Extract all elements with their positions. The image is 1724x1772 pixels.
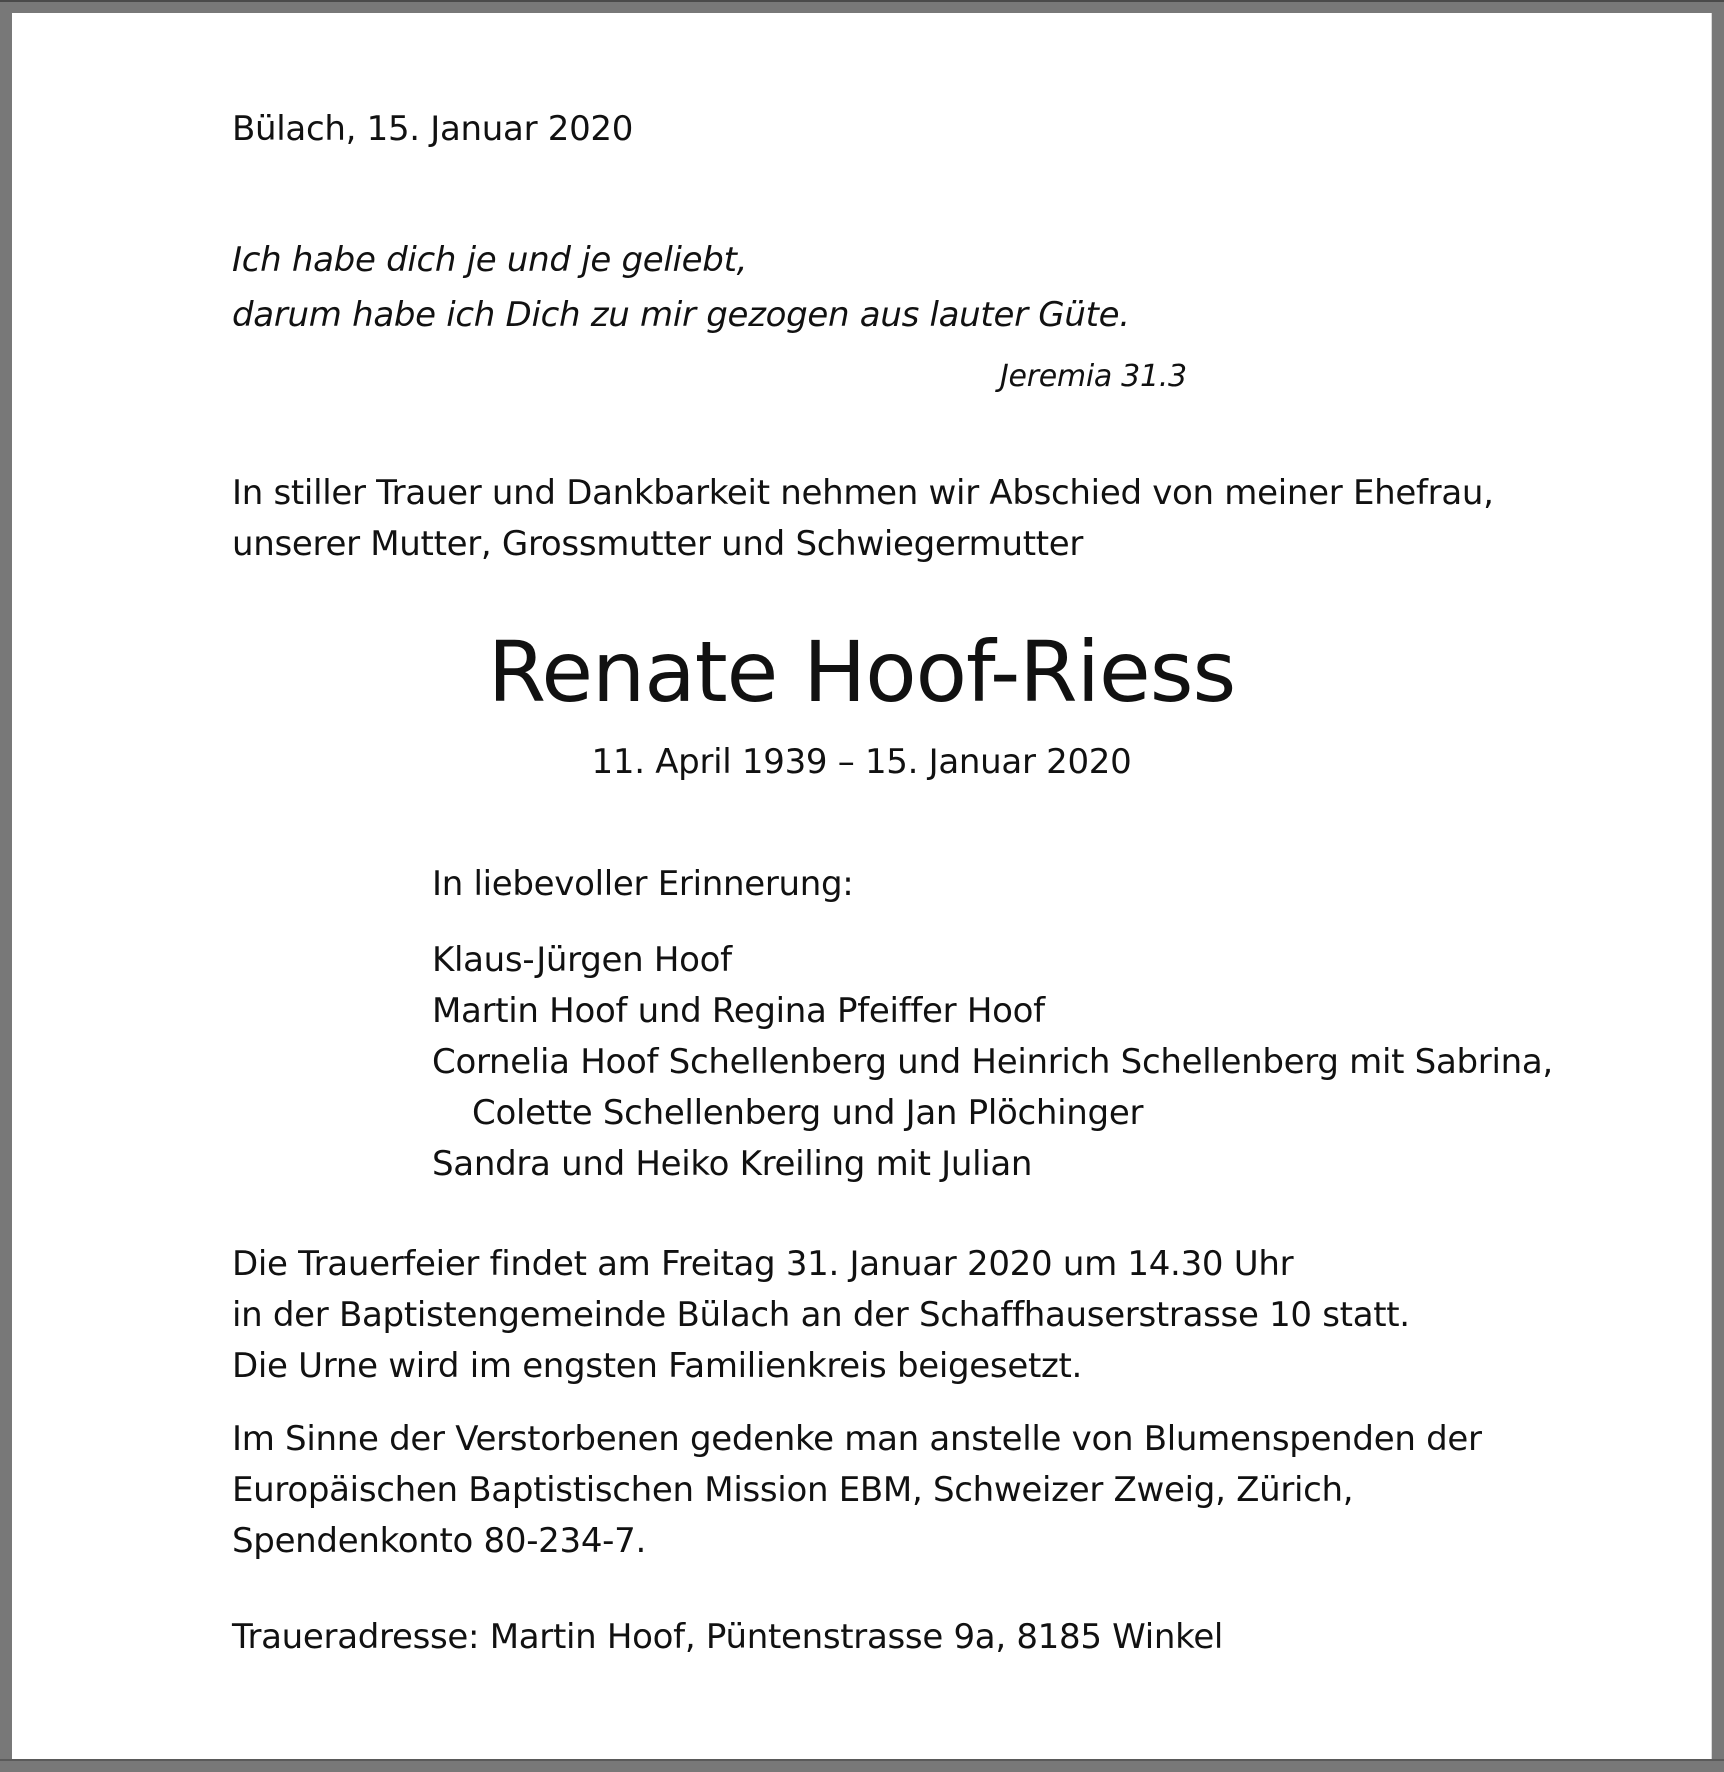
donation-line: Spendenkonto 80-234-7. [232,1521,646,1561]
mourners-list [432,935,1553,1190]
mourner-line: Klaus-Jürgen Hoof [432,940,732,980]
deceased-name: Renate Hoof-Riess [487,623,1236,721]
deceased-dates: 11. April 1939 – 15. Januar 2020 [591,742,1132,782]
service-line: Die Urne wird im engsten Familienkreis beigesetzt. [232,1346,1083,1386]
mourner-line: Martin Hoof und Regina Pfeiffer Hoof [432,991,1045,1031]
intro-text [232,468,1494,570]
verse-line: Ich habe dich je und je geliebt, [232,240,748,280]
bible-verse [232,235,1130,345]
mourner-line: Cornelia Hoof Schellenberg und Heinrich Schellenberg mit Sabrina, [432,1042,1553,1082]
place-date: Bülach, 15. Januar 2020 [232,109,634,149]
mourner-line-continued: Colette Schellenberg und Jan Plöchinger [472,1093,1144,1133]
frame-top-edge [0,0,1724,2]
verse-line: darum habe ich Dich zu mir gezogen aus lauter Güte. [232,295,1130,335]
obituary-notice [12,13,1712,1759]
verse-reference: Jeremia 31.3 [1000,359,1187,394]
service-line: Die Trauerfeier findet am Freitag 31. Januar 2020 um 14.30 Uhr [232,1244,1294,1284]
frame-bottom-edge [0,1759,1724,1761]
service-info [232,1239,1410,1392]
mourner-line: Sandra und Heiko Kreiling mit Julian [432,1144,1033,1184]
mourning-address: Traueradresse: Martin Hoof, Püntenstrasse 9a, 8185 Winkel [232,1617,1224,1657]
mourners-heading: In liebevoller Erinnerung: [432,864,854,904]
donation-info [232,1414,1482,1567]
donation-line: Europäischen Baptistischen Mission EBM, Schweizer Zweig, Zürich, [232,1470,1354,1510]
intro-line: In stiller Trauer und Dankbarkeit nehmen wir Abschied von meiner Ehefrau, [232,473,1494,513]
intro-line: unserer Mutter, Grossmutter und Schwiegermutter [232,524,1084,564]
service-line: in der Baptistengemeinde Bülach an der Schaffhauserstrasse 10 statt. [232,1295,1410,1335]
donation-line: Im Sinne der Verstorbenen gedenke man anstelle von Blumenspenden der [232,1419,1482,1459]
